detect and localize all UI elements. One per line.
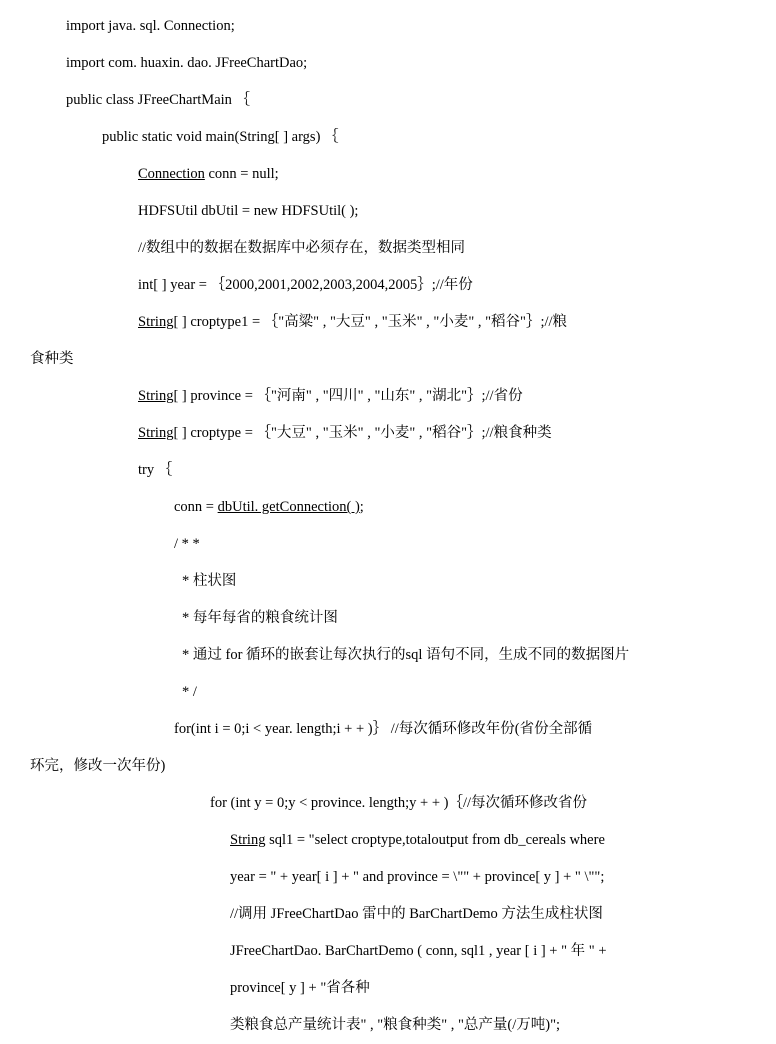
code-token-type: String [138, 425, 174, 441]
code-line: HDFSUtil dbUtil = new HDFSUtil( ); [138, 203, 359, 219]
code-line [30, 415, 746, 452]
code-line: 类粮食总产量统计表" , "粮食种类" , "总产量(/万吨)"; [230, 1017, 561, 1033]
code-comment-line: * 每年每省的粮食统计图 [182, 610, 338, 626]
code-line-text: [ ] croptype1 = ｛"高粱" , "大豆" , "玉米" , "小麦" , "稻谷"｝;//粮 [173, 314, 568, 330]
code-token-type: String [138, 314, 174, 330]
code-line: / * * [174, 536, 200, 552]
code-listing [30, 8, 746, 1044]
code-token-type: String [230, 832, 266, 848]
code-line: try ｛ [138, 462, 173, 478]
code-comment-line: * 柱状图 [182, 573, 237, 589]
code-line [30, 378, 746, 415]
code-line: //数组中的数据在数据库中必须存在，数据类型相同 [138, 240, 466, 256]
code-comment-line: * 通过 for 循环的嵌套让每次执行的sql 语句不同，生成不同的数据图片 [182, 647, 630, 663]
code-line-continuation: 食种类 [30, 351, 74, 367]
code-line: import com. huaxin. dao. JFreeChartDao; [66, 55, 308, 71]
code-line-text: conn = null; [204, 166, 279, 182]
code-line: import java. sql. Connection; [66, 18, 235, 34]
code-line [30, 304, 746, 341]
code-line-text: [ ] province = ｛"河南" , "四川" , "山东" , "湖北"｝;//省份 [173, 388, 523, 404]
code-line: public static void main(String[ ] args) ｛ [102, 129, 339, 145]
code-line: province[ y ] + "省各种 [230, 980, 370, 996]
code-line: for(int i = 0;i < year. length;i + + )｝ //每次循环修改年份(省份全部循 [174, 721, 593, 737]
code-line-continuation: 环完，修改一次年份) [30, 758, 166, 774]
code-line: JFreeChartDao. BarChartDemo ( conn, sql1 , year [ i ] + " 年 " + [230, 943, 607, 959]
code-token-type: Connection [138, 166, 205, 182]
code-line [30, 156, 746, 193]
code-line: year = " + year[ i ] + " and province = \"" + province[ y ] + " \""; [230, 869, 605, 885]
code-line: conn = dbUtil. getConnection( ); [174, 499, 364, 515]
code-line: int[ ] year = ｛2000,2001,2002,2003,2004,2005｝;//年份 [138, 277, 473, 293]
code-line [30, 822, 746, 859]
code-token-method-call: dbUtil. getConnection( ) [217, 499, 360, 515]
code-line-text: [ ] croptype = ｛"大豆" , "玉米" , "小麦" , "稻谷"｝;//粮食种类 [173, 425, 552, 441]
code-line: //调用 JFreeChartDao 雷中的 BarChartDemo 方法生成柱状图 [230, 906, 603, 922]
code-line-text: sql1 = "select croptype,totaloutput from db_cereals where [265, 832, 605, 848]
code-token-type: String [138, 388, 174, 404]
code-line: for (int y = 0;y < province. length;y + + )｛//每次循环修改省份 [210, 795, 588, 811]
code-comment-line: * / [182, 684, 197, 700]
code-line: public class JFreeChartMain ｛ [66, 92, 251, 108]
